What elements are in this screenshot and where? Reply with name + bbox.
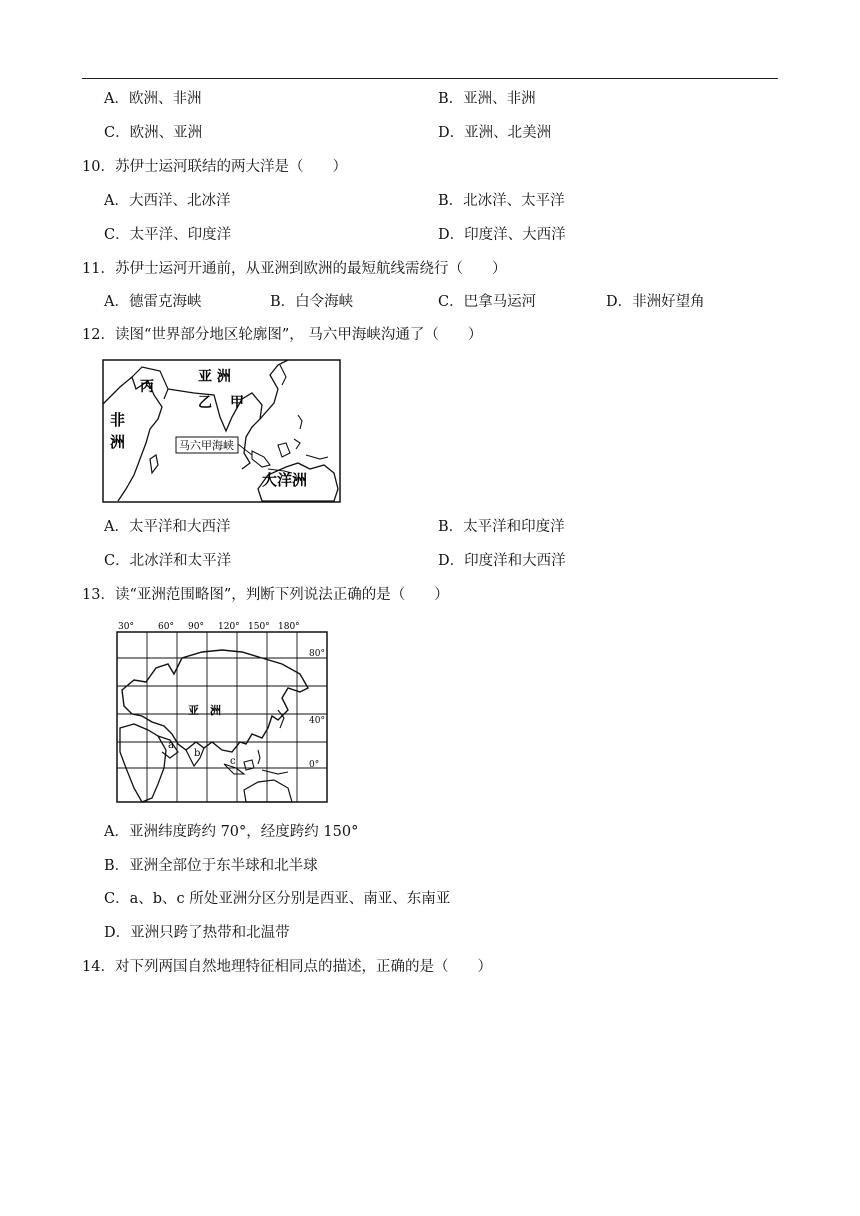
asia-map-frame <box>117 632 327 802</box>
label-jia: 甲 <box>230 395 244 411</box>
label-asia: 亚 洲 <box>198 369 231 385</box>
lat-label-80: 80° <box>309 649 325 659</box>
q10-option-c: C．太平洋、印度洋 <box>104 227 232 243</box>
q9-option-d: D．亚洲、北美洲 <box>438 125 552 141</box>
label-a: a <box>168 740 174 751</box>
q11-option-a: A．德雷克海峡 <box>104 294 202 310</box>
asia-range-map <box>112 618 334 806</box>
lon-label-120: 120° <box>218 622 240 632</box>
q12-option-a: A．太平洋和大西洋 <box>104 519 231 535</box>
lon-label-180: 180° <box>278 622 300 632</box>
q13-stem: 13．读“亚洲范围略图”，判断下列说法正确的是（ ） <box>82 587 449 603</box>
q9-option-b: B．亚洲、非洲 <box>438 91 536 107</box>
q10-option-d: D．印度洋、大西洋 <box>438 227 566 243</box>
lon-label-90: 90° <box>188 622 204 632</box>
label-yi: 乙 <box>198 395 212 411</box>
q12-stem: 12．读图“世界部分地区轮廓图”， 马六甲海峡沟通了（ ） <box>82 327 483 343</box>
lon-label-150: 150° <box>248 622 270 632</box>
q11-option-d: D．非洲好望角 <box>606 294 705 310</box>
q12-option-b: B．太平洋和印度洋 <box>438 519 565 535</box>
lat-label-0: 0° <box>309 760 320 770</box>
lon-label-30: 30° <box>118 622 134 632</box>
lon-label-60: 60° <box>158 622 174 632</box>
q10-option-a: A．大西洋、北冰洋 <box>104 193 231 209</box>
q11-stem: 11．苏伊士运河开通前，从亚洲到欧洲的最短航线需绕行（ ） <box>82 261 507 277</box>
label-oceania: 大洋洲 <box>262 471 308 489</box>
q13-option-c: C．a、b、c 所处亚洲分区分别是西亚、南亚、东南亚 <box>104 891 451 907</box>
lat-label-40: 40° <box>309 716 325 726</box>
label-b: b <box>194 748 201 759</box>
q11-option-b: B．白令海峡 <box>270 294 354 310</box>
world-region-outline-map <box>102 359 342 504</box>
strait-label: 马六甲海峡 <box>179 439 234 452</box>
q13-option-d: D．亚洲只跨了热带和北温带 <box>104 925 290 941</box>
q10-stem: 10．苏伊士运河联结的两大洋是（ ） <box>82 159 347 175</box>
q9-option-c: C．欧洲、亚洲 <box>104 125 203 141</box>
q13-option-b: B．亚洲全部位于东半球和北半球 <box>104 858 318 874</box>
label-asia-2: 亚 洲 <box>188 704 221 717</box>
q10-option-b: B．北冰洋、太平洋 <box>438 193 565 209</box>
q12-option-c: C．北冰洋和太平洋 <box>104 553 232 569</box>
q13-option-a: A．亚洲纬度跨约 70°，经度跨约 150° <box>104 824 359 840</box>
q11-option-c: C．巴拿马运河 <box>438 294 537 310</box>
q9-option-a: A．欧洲、非洲 <box>104 91 202 107</box>
q14-stem: 14．对下列两国自然地理特征相同点的描述，正确的是（ ） <box>82 959 492 975</box>
label-c: c <box>230 756 236 767</box>
header-rule <box>82 78 778 79</box>
label-bing: 丙 <box>140 379 154 395</box>
label-africa-1: 非 <box>110 411 126 429</box>
label-africa-2: 洲 <box>110 433 126 451</box>
q12-option-d: D．印度洋和大西洋 <box>438 553 566 569</box>
